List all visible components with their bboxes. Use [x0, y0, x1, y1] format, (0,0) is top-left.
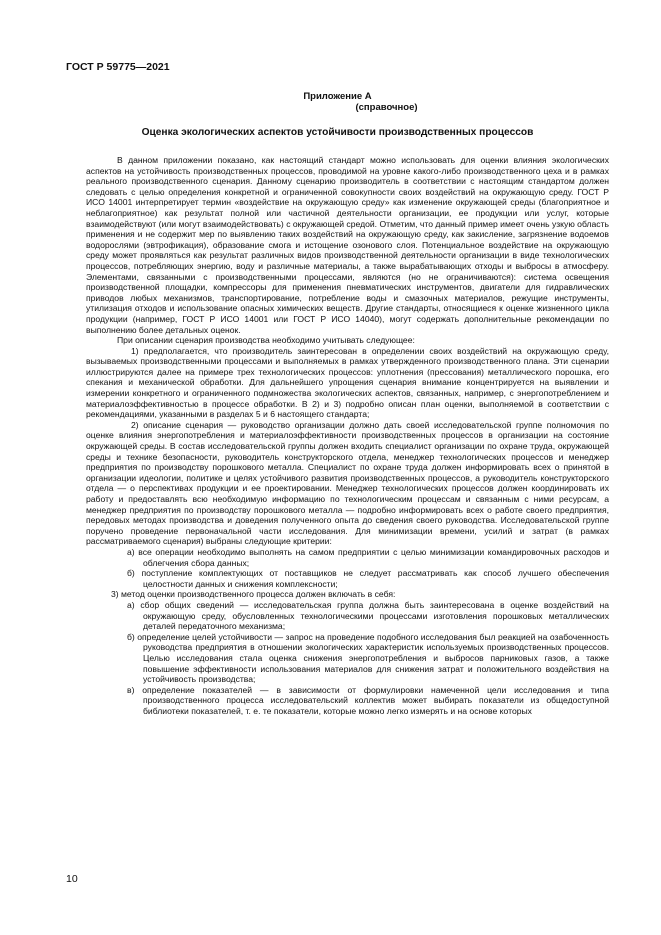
criteria-item-b: б) поступление комплектующих от поставщиков не следует рассматривать как способ лучшего обеспечения целостности данных и снижения комплексности;	[127, 568, 609, 589]
list-item-1: 1) предполагается, что производитель заинтересован в определении своих воздействий на окружающую среду, вызываемых производственными процессами и выполняемых в рамках утвержденного производственного плана. Эти сценарии иллюстрируются далее на примере трех технологических процессов: уплотнения (прессования) металлического порошка, его спекания и механической обработки. Для дальнейшего упрощения сценария внимание концентрируется на выявлении и измерении конкретного и ограниченного подмножества экологических аспектов, связанных, например, с энергопотреблением и материалоэффективностью в процессе обработки. В 2) и 3) подробно описан план оценки, выполняемой в соответствии с рекомендациями, указанными в разделах 5 и 6 настоящего стандарта;	[86, 345, 609, 420]
method-item-b: б) определение целей устойчивости — запрос на проведение подобного исследования был реакцией на озабоченность руководства предприятия в отношении экологических характеристик используемых производственных процессов. Целью исследования стала оценка снижения энергопотребления и выбросов парниковых газов, а также повышение эффективности использования материалов для снижения затрат и положительного воздействия на устойчивость производства;	[127, 631, 609, 685]
paragraph-scenario-lead: При описании сценария производства необходимо учитывать следующее:	[117, 335, 415, 346]
appendix-title: Приложение А	[303, 91, 372, 102]
page-number: 10	[66, 873, 78, 885]
list-item-3: 3) метод оценки производственного процесса должен включать в себя:	[111, 589, 396, 600]
standard-header: ГОСТ Р 59775—2021	[66, 61, 170, 73]
list-item-2: 2) описание сценария — руководство организации должно дать своей исследовательской группе полномочия по оценке влияния энергопотребления и материалоэффективности производственных процессов в организации на состояние окружающей среды. В состав исследовательской группы должен входить специалист организации по охране труда, окружающей среды и технике безопасности, руководитель конструкторского отдела, менеджер технологических процессов и менеджер предприятия по производству порошкового металла. Специалист по охране труда должен информировать всех о принятой в организации идеологии, политике и целях устойчивого развития производственных процессов, а руководитель конструкторского отдела — о перспективах продукции и ее проектировании. Менеджер технологических процессов должен координировать их работу и предоставлять всю необходимую информацию по технологическим процессам и связанным с ними ресурсам, а менеджер предприятия по производству порошкового металла — подробно информировать всех о работе своего предприятия, передовых методах производства и доведения полученного опыта до сведения своего руководства. Исследовательской группе поручено проведение первоначальной части исследования. Для минимизации времени, усилий и затрат (в рамках рассматриваемого сценария) выбраны следующие критерии:	[86, 419, 609, 547]
document-body	[86, 155, 609, 716]
section-title: Оценка экологических аспектов устойчивости производственных процессов	[141, 127, 534, 138]
paragraph-intro: В данном приложении показано, как настоящий стандарт можно использовать для оценки влияния экологических аспектов на устойчивость производственных процессов, проводимой на уровне какого-либо производственного цеха и в рамках реального производственного сценария. Данному сценарию производитель в соответствии с настоящим стандартом должен следовать с целью определения конкретной и ограниченной совокупности своих воздействий на окружающую среду. ГОСТ Р ИСО 14001 интерпретирует термин «воздействие на окружающую среду» как изменение окружающей среды (благоприятное и неблагоприятное) как результат полной или частичной деятельности организации, ее продукции или услуг, которые взаимодействуют (или могут взаимодействовать) с окружающей средой. Отметим, что данный пример имеет очень узкую область применения и не содержит мер по выявлению таких воздействий на окружающую среду, как закисление, загрязнение водоемов водорослями (эвтрофикация), образование смога и истощение озонового слоя. Потенциальное воздействие на окружающую среду может проявляться как результат различных видов производственной деятельности организации в виде технологических процессов, потребляющих энергию, воду и различные материалы, а также вырабатывающих отходы и выбросы в атмосферу. Элементами, связанными с производственными процессами, являются (но не ограничиваются): система освещения производственной площадки, компрессоры для применения пневматических инструментов, двигатели для гидравлических приводов любых механизмов, транспортирование, потребление воды и смазочных материалов, режущие инструменты, утилизация отходов и использование опасных химических веществ. Другие стандарты, относящиеся к оценке жизненного цикла продукции (например, ГОСТ Р ИСО 14001 или ГОСТ Р ИСО 14040), могут содержать дополнительные рекомендации по выполнению более детальных оценок.	[86, 155, 609, 335]
appendix-subtitle: (справочное)	[355, 102, 418, 113]
method-item-a: а) сбор общих сведений — исследовательская группа должна быть заинтересована в оценке воздействий на окружающую среду, обусловленных технологическими процессами изготовления порошковых металлических деталей передаточного механизма;	[127, 599, 609, 632]
criteria-item-a: а) все операции необходимо выполнять на самом предприятии с целью минимизации командировочных расходов и облегчения сбора данных;	[127, 546, 609, 568]
method-item-c: в) определение показателей — в зависимости от формулировки намеченной цели исследования и типа производственного процесса исследовательский коллектив может выбирать показатели из общедоступной библиотеки показателей, т. е. те показатели, которые можно легко измерять и на основе которых	[127, 684, 609, 716]
